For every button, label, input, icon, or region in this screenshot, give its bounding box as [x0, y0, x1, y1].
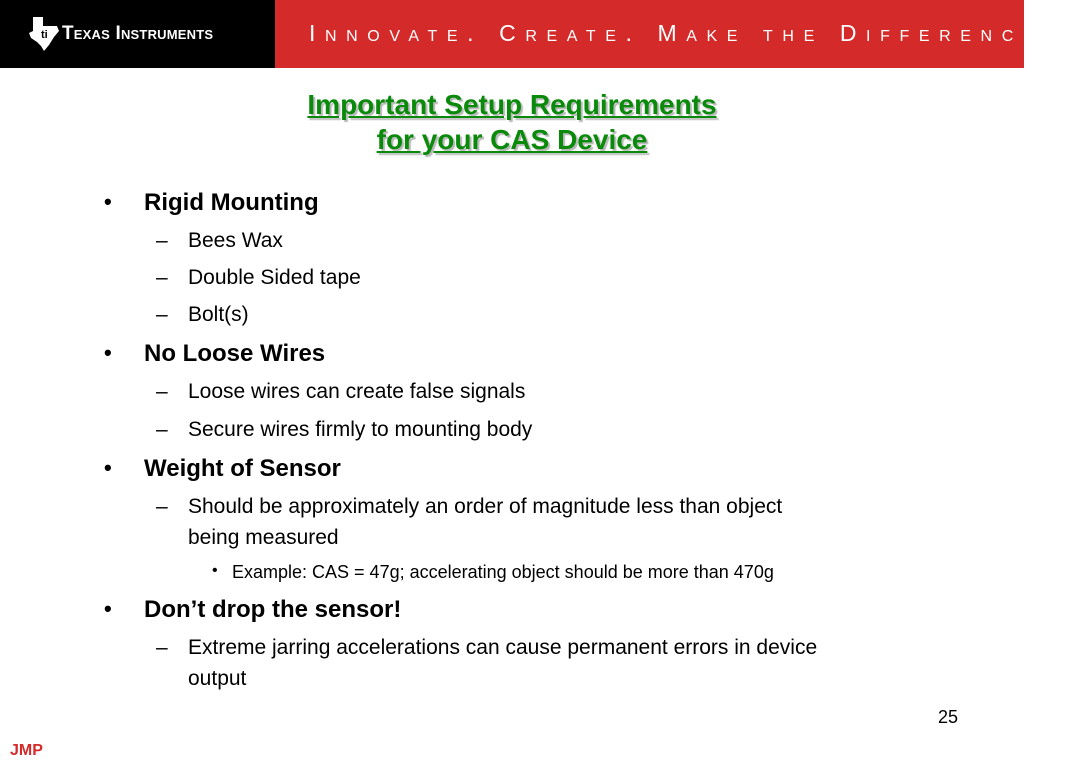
dash-marker: –: [156, 303, 168, 326]
dash-marker: –: [156, 636, 168, 659]
sub-bullet-text: being measured: [188, 526, 339, 549]
bullet-text: No Loose Wires: [144, 340, 326, 367]
dash-marker: –: [156, 418, 168, 441]
sub-bullet-text: Extreme jarring accelerations can cause permanent errors in device: [188, 636, 818, 659]
title-line-2: for your CAS Device: [376, 124, 648, 155]
bullet-marker: •: [104, 455, 112, 480]
sub-bullet-text: Double Sided tape: [188, 266, 361, 289]
dash-marker: –: [156, 229, 168, 252]
bullet-marker: •: [104, 340, 112, 365]
svg-text:ti: ti: [41, 29, 48, 41]
sub-sub-bullet-text: Example: CAS = 47g; accelerating object should be more than 470g: [232, 562, 774, 582]
sub-bullet-text: Bees Wax: [188, 229, 283, 252]
sub-bullet-text: Should be approximately an order of magnitude less than object: [188, 495, 783, 518]
sub-bullet-text: Loose wires can create false signals: [188, 380, 526, 403]
company-name: Texas Instruments: [62, 23, 214, 44]
dash-marker: –: [156, 380, 168, 403]
page-number: 25: [938, 707, 959, 727]
footer-initials: JMP: [10, 742, 43, 759]
bullet-text: Weight of Sensor: [144, 455, 341, 482]
dash-marker: –: [156, 495, 168, 518]
bullet-text: Rigid Mounting: [144, 189, 319, 216]
sub-bullet-text: output: [188, 667, 247, 690]
tagline-text: Innovate. Create. Make the Difference.: [309, 20, 1060, 46]
sub-bullet-text: Secure wires firmly to mounting body: [188, 418, 533, 441]
bullet-text: Don’t drop the sensor!: [144, 596, 402, 623]
dash-marker: –: [156, 266, 168, 289]
sub-bullet-text: Bolt(s): [188, 303, 249, 326]
trademark-symbol: TM: [1059, 16, 1071, 25]
sub-sub-bullet-marker: •: [212, 562, 218, 579]
title-line-1: Important Setup Requirements: [307, 89, 717, 120]
bullet-marker: •: [104, 189, 112, 214]
bullet-marker: •: [104, 596, 112, 621]
